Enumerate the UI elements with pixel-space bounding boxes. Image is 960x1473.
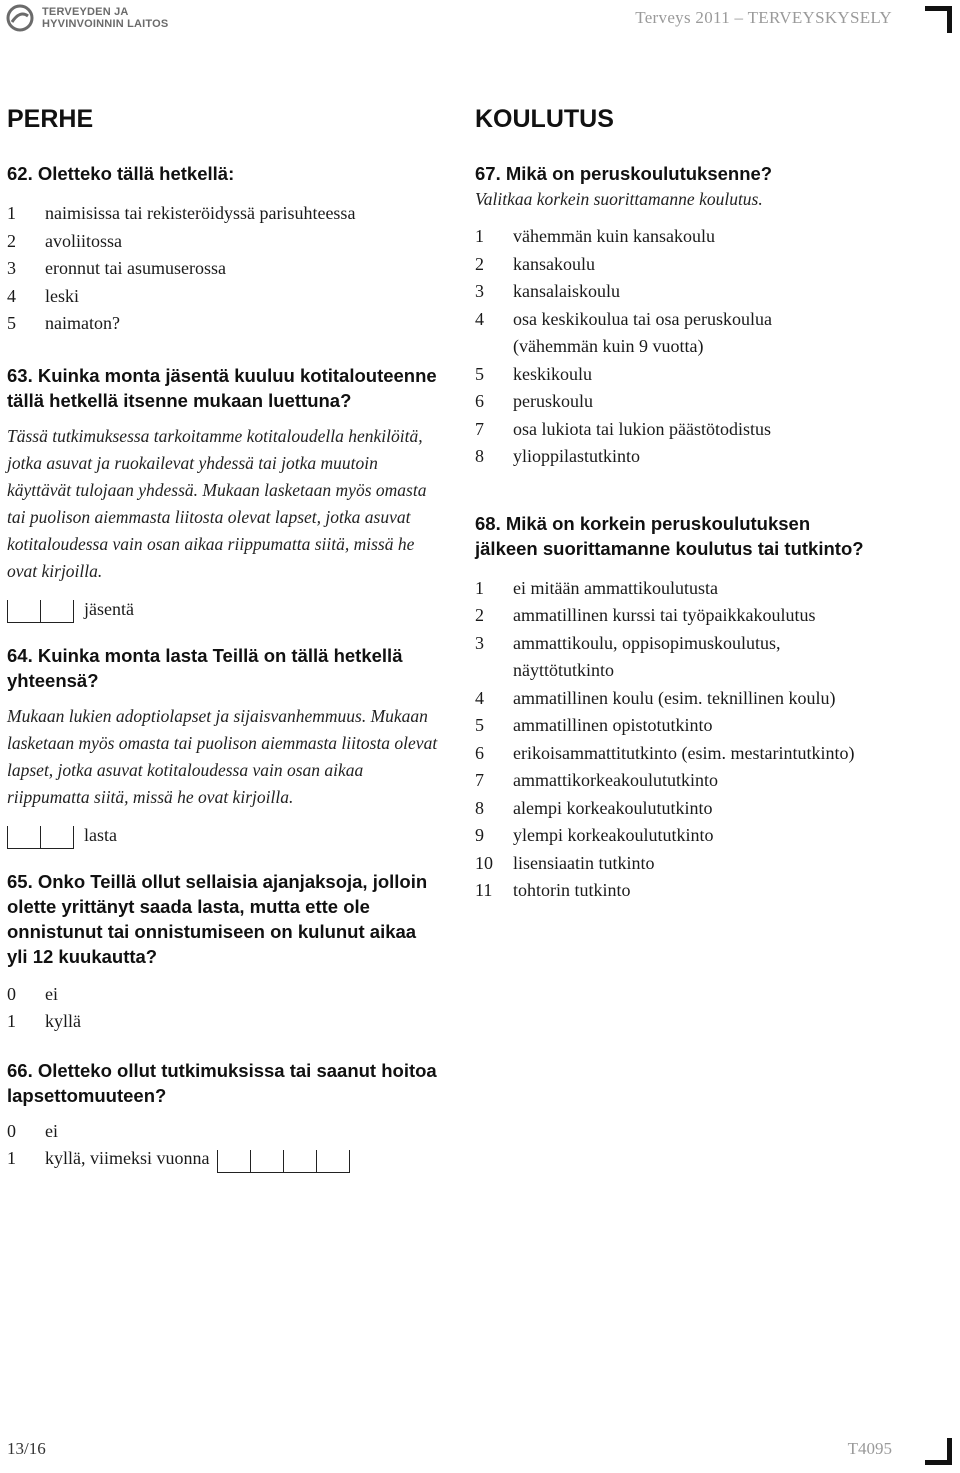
question-65: 65. Onko Teillä ollut sellaisia ajanjaksoja, jolloin olette yrittänyt saada lasta, mutta ette ole onnistunut tai onnistumiseen on kulunut aikaa yli 12 kuukautta? [7, 870, 428, 967]
q68-option[interactable]: 2 ammatillinen kurssi tai työpaikkakoulutus [475, 605, 816, 625]
q67-note: Valitkaa korkein suorittamanne koulutus. [475, 189, 763, 209]
q66-option[interactable]: 1 kyllä, viimeksi vuonna [7, 1145, 439, 1173]
right-column [475, 104, 915, 905]
q63-answer-field [7, 593, 439, 623]
q68-option[interactable]: 8 alempi korkeakoulututkinto [475, 797, 713, 818]
q67-option[interactable]: 3 kansalaiskoulu [475, 281, 620, 301]
survey-title: Terveys 2011 – TERVEYSKYSELY [635, 8, 892, 27]
q62-option[interactable]: 5 naimaton? [7, 313, 120, 333]
q68-option[interactable]: 9 ylempi korkeakoulututkinto [475, 825, 714, 845]
q68-option[interactable]: 7 ammattikorkeakoulututkinto [475, 770, 718, 790]
q67-option[interactable]: 1 vähemmän kuin kansakoulu [475, 226, 715, 246]
logo-text-line2: HYVINVOINNIN LAITOS [42, 18, 169, 30]
crop-mark-top-right [925, 6, 952, 33]
q67-option[interactable]: 7 osa lukiota tai lukion päästötodistus [475, 418, 771, 439]
question-63: 63. Kuinka monta jäsentä kuuluu kotitalouteenne tällä hetkellä itsenne mukaan luettuna? [7, 364, 437, 411]
page-number: 13/16 [7, 1439, 46, 1458]
left-column [7, 104, 439, 1173]
question-62: 62. Oletteko tällä hetkellä: [7, 163, 235, 184]
question-68: 68. Mikä on korkein peruskoulutuksen jälkeen suorittamanne koulutus tai tutkinto? [475, 512, 864, 559]
q67-option[interactable]: 4 osa keskikoulua tai osa peruskoulua (vähemmän kuin 9 vuotta) [475, 308, 772, 356]
q68-option[interactable]: 3 ammattikoulu, oppisopimuskoulutus, näyttötutkinto [475, 632, 781, 680]
q62-options [7, 200, 439, 338]
q67-option[interactable]: 5 keskikoulu [475, 363, 592, 384]
institution-logo [6, 4, 168, 32]
q66-options [7, 1118, 439, 1173]
q63-digit-boxes[interactable] [7, 600, 74, 623]
q67-option[interactable]: 2 kansakoulu [475, 253, 595, 274]
form-code: T4095 [847, 1439, 892, 1458]
q62-option[interactable]: 2 avoliitossa [7, 230, 122, 251]
q66-year-boxes[interactable] [217, 1150, 350, 1173]
section-title-koulutus: KOULUTUS [475, 105, 614, 133]
question-66: 66. Oletteko ollut tutkimuksissa tai saanut hoitoa lapsettomuuteen? [7, 1059, 437, 1106]
q65-option[interactable]: 0 ei [7, 983, 58, 1004]
q62-option[interactable]: 4 leski [7, 285, 79, 306]
q68-option[interactable]: 5 ammatillinen opistotutkinto [475, 715, 713, 735]
q65-options [7, 981, 439, 1036]
q64-note: Mukaan lukien adoptiolapset ja sijaisvanhemmuus. Mukaan lasketaan myös omasta tai puolison aiemmasta liitosta olevat lapset, jotka asuvat kotitaloudessa vain osan aikaa riippumatta siitä, missä he ovat kirjoilla. [7, 705, 438, 807]
crop-mark-bottom-right [925, 1438, 952, 1465]
q68-options [475, 575, 915, 905]
q67-option[interactable]: 6 peruskoulu [475, 391, 593, 411]
q63-note: Tässä tutkimuksessa tarkoitamme kotitaloudella henkilöitä, jotka asuvat ja ruokailevat yhdessä tai jotka muutoin käyttävät tulojaan yhdessä. Mukaan lasketaan myös omasta tai puolison aiemmasta liitosta olevat lapset, jotka asuvat kotitaloudessa vain osan aikaa riippumatta siitä, missä he ovat kirjoilla. [7, 425, 427, 581]
q68-option[interactable]: 11 tohtorin tutkinto [475, 880, 631, 900]
q67-options [475, 223, 915, 471]
q64-unit: lasta [84, 824, 117, 845]
q63-unit: jäsentä [84, 598, 134, 619]
question-67: 67. Mikä on peruskoulutuksenne? [475, 163, 773, 184]
logo-text-line1: TERVEYDEN JA [42, 6, 129, 18]
q66-option[interactable]: 0 ei [7, 1120, 58, 1141]
q64-answer-field [7, 819, 439, 849]
q65-option[interactable]: 1 kyllä [7, 1011, 81, 1031]
q68-option[interactable]: 6 erikoisammattitutkinto (esim. mestarintutkinto) [475, 742, 855, 763]
section-title-perhe: PERHE [7, 105, 94, 133]
q62-option[interactable]: 1 naimisissa tai rekisteröidyssä parisuhteessa [7, 203, 356, 223]
logo-mark-icon [6, 4, 34, 32]
q68-option[interactable]: 1 ei mitään ammattikoulutusta [475, 577, 718, 598]
q64-digit-boxes[interactable] [7, 826, 74, 849]
q68-option[interactable]: 10 lisensiaatin tutkinto [475, 852, 655, 873]
question-64: 64. Kuinka monta lasta Teillä on tällä hetkellä yhteensä? [7, 644, 403, 691]
q62-option[interactable]: 3 eronnut tai asumuserossa [7, 258, 226, 278]
q67-option[interactable]: 8 ylioppilastutkinto [475, 446, 641, 466]
q68-option[interactable]: 4 ammatillinen koulu (esim. teknillinen koulu) [475, 687, 836, 708]
